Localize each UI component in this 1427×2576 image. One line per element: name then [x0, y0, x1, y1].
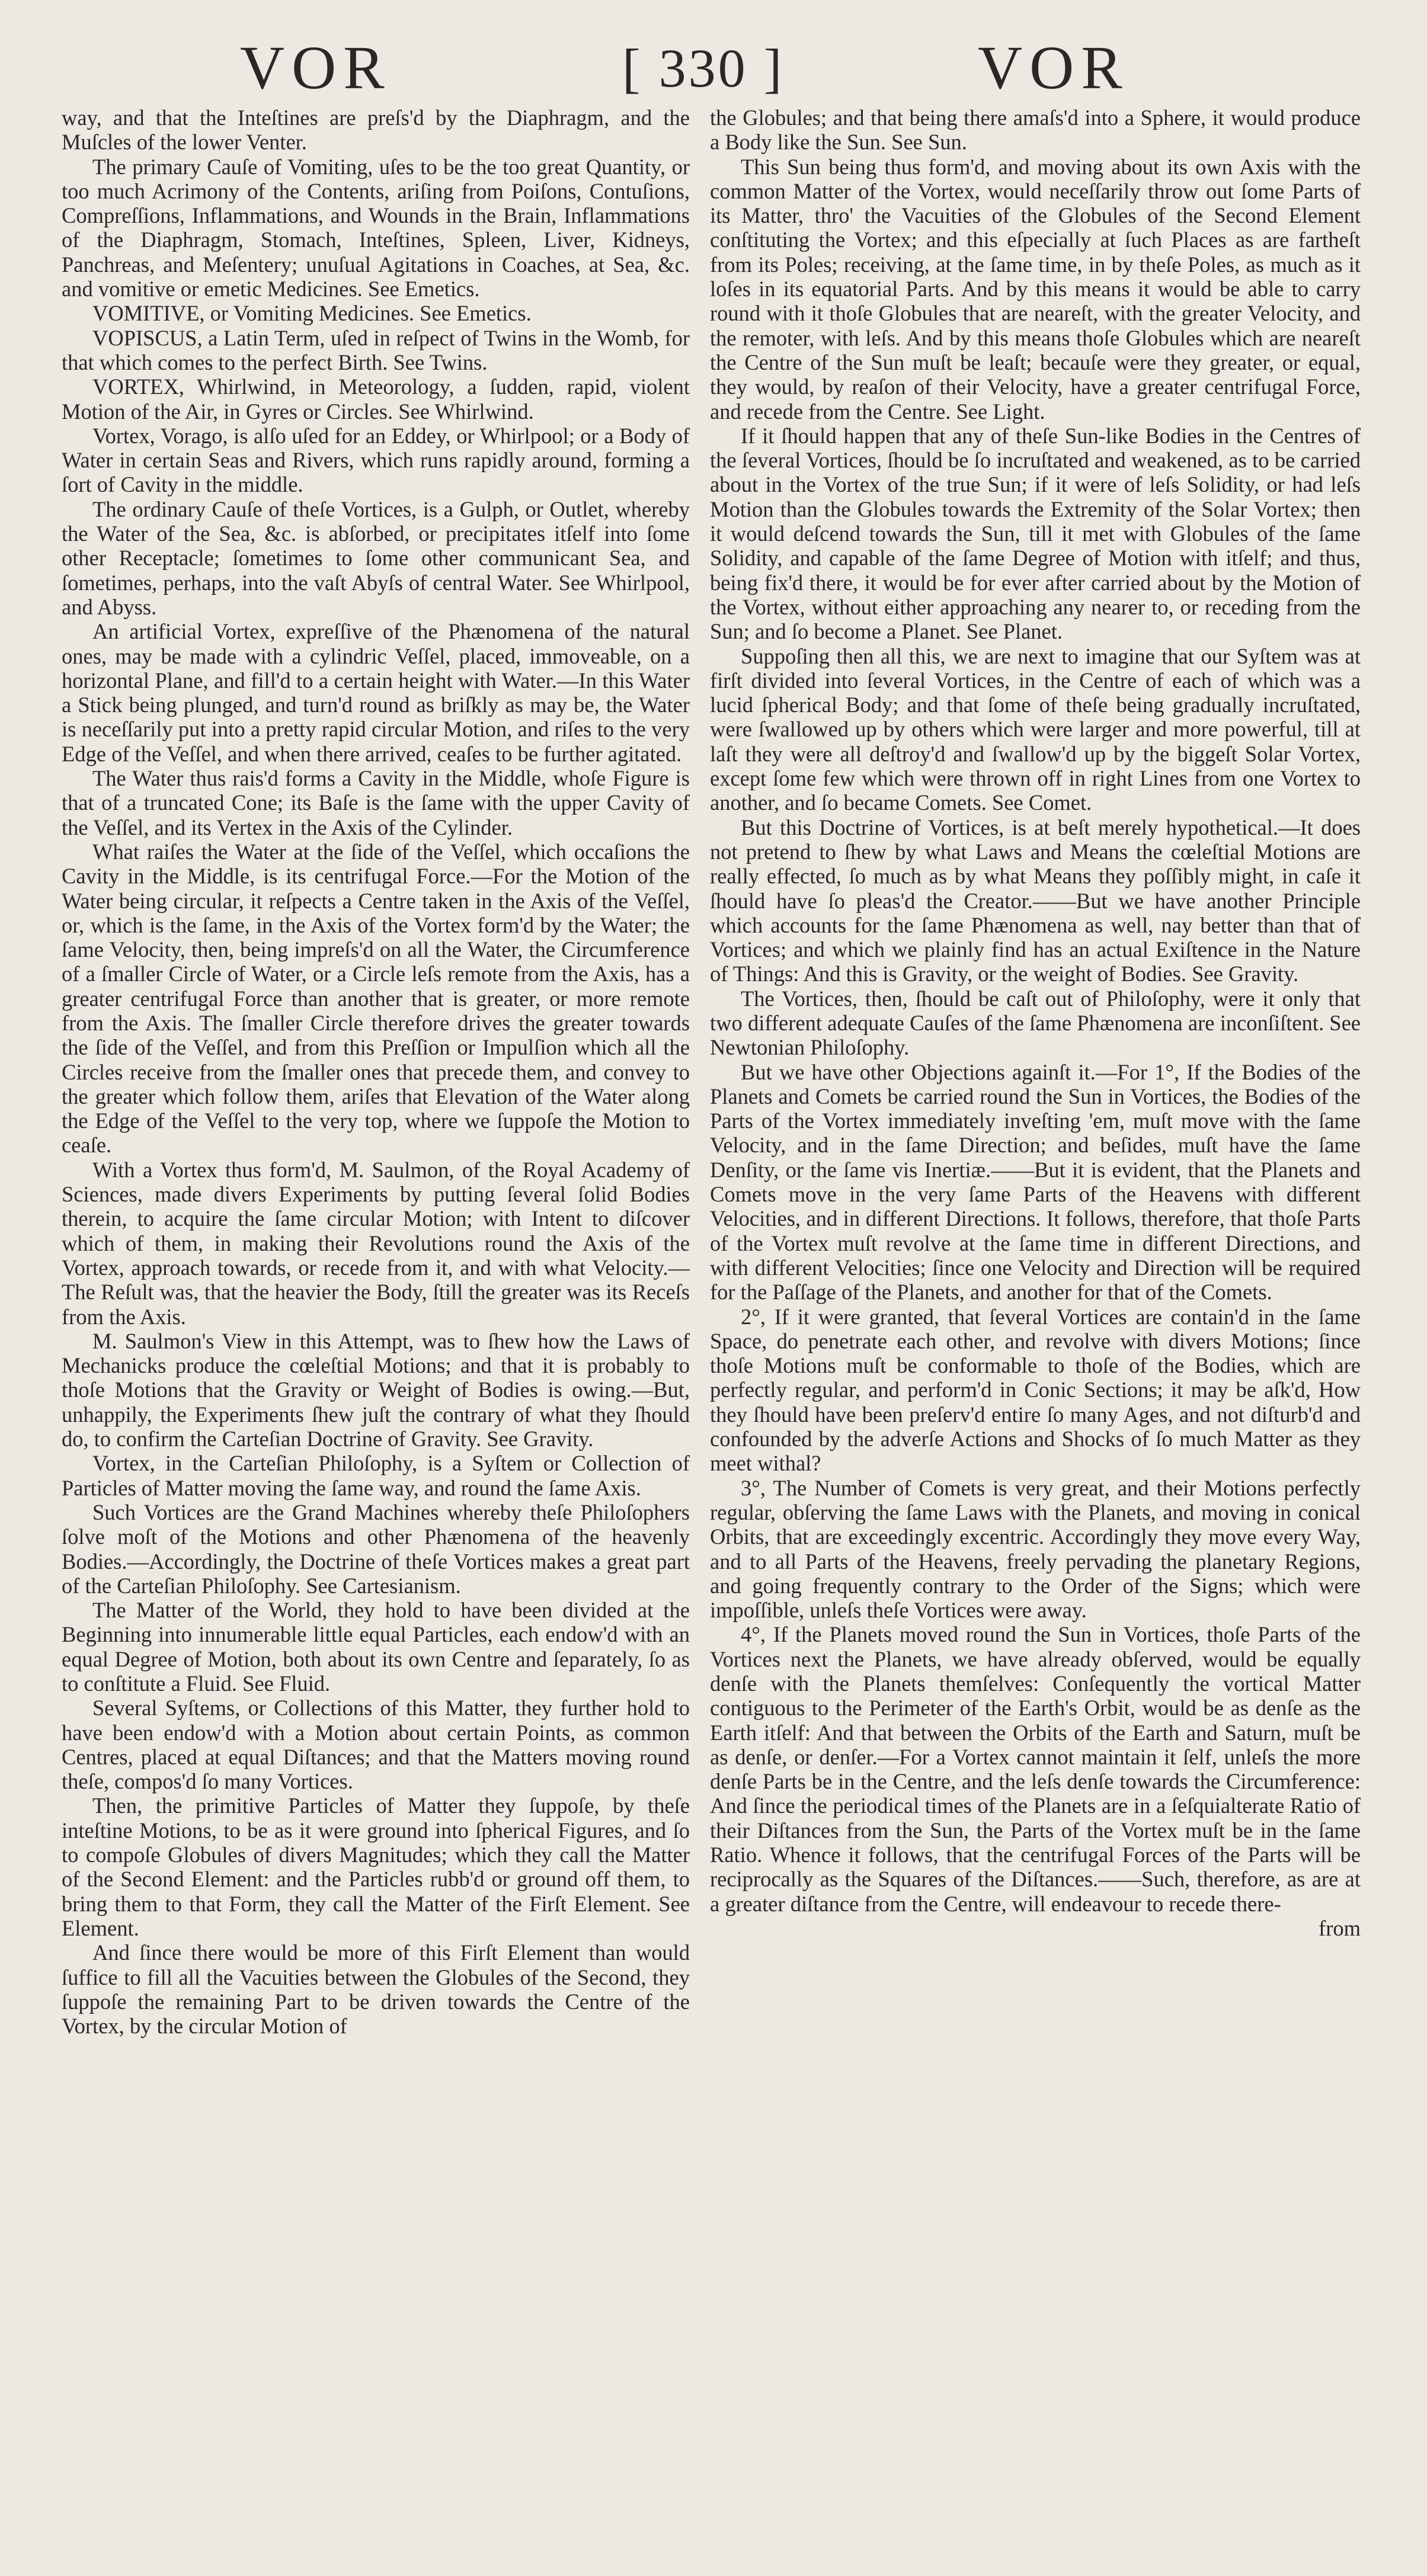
left-column	[62, 105, 690, 2564]
paragraph: M. Saulmon's View in this Attempt, was to ſhew how the Laws of Mechanicks produce the cœleſtial Motions; and that it is probably to thoſe Motions that the Gravity or Weight of Bodies is owing.—But, unhappily, the Experiments ſhew juſt the contrary of what they ſhould do, to confirm the Carteſian Doctrine of Gravity. See Gravity.	[62, 1328, 690, 1452]
paragraph: Suppoſing then all this, we are next to imagine that our Syſtem was at firſt divided into ſeveral Vortices, in the Centre of each of which was a lucid ſpherical Body; and that ſome of theſe being gradually incruſtated, were ſwallowed up by others which were larger and more powerful, till at laſt they were all deſtroy'd and ſwallow'd up by the biggeſt Solar Vortex, except ſome few which were thrown off in right Lines from one Vortex to another, and ſo became Comets. See Comet.	[710, 643, 1361, 815]
paragraph: the Globules; and that being there amaſs'd into a Sphere, it would produce a Body like the Sun. See Sun.	[710, 105, 1361, 155]
paragraph: The Vortices, then, ſhould be caſt out of Philoſophy, were it only that two different adequate Cauſes of the ſame Phænomena are inconſiſtent. See Newtonian Philoſophy.	[710, 986, 1361, 1060]
paragraph: Several Syſtems, or Collections of this Matter, they further hold to have been endow'd with a Motion about certain Points, as common Centres, placed at equal Diſtances; and that the Matters moving round theſe, compos'd ſo many Vortices.	[62, 1696, 690, 1794]
page-header	[0, 33, 1427, 104]
paragraph: The primary Cauſe of Vomiting, uſes to be the too great Quantity, or too much Acrimony of the Contents, ariſing from Poiſons, Contuſions, Compreſſions, Inflammations, and Wounds in the Brain, Inflammations of the Diaphragm, Stomach, Inteſtines, Spleen, Liver, Kidneys, Panchreas, and Meſentery; unuſual Agitations in Coaches, at Sea, &c. and vomitive or emetic Medicines. See Emetics.	[62, 154, 690, 302]
paragraph: But we have other Objections againſt it.—For 1°, If the Bodies of the Planets and Comets be carried round the Sun in Vortices, the Bodies of the Parts of the Vortex immediately inveſting 'em, muſt move with the ſame Velocity, and in the ſame Direction; and beſides, muſt have the ſame Denſity, or the ſame vis Inertiæ.——But it is evident, that the Planets and Comets move in the very ſame Parts of the Heavens with different Velocities, and in different Directions. It follows, therefore, that thoſe Parts of the Vortex muſt revolve at the ſame time in different Directions, and with different Velocities; ſince one Velocity and Direction will be required for the Paſſage of the Planets, and another for that of the Comets.	[710, 1059, 1361, 1305]
right-column	[710, 105, 1361, 2564]
paragraph: VOMITIVE, or Vomiting Medicines. See Emetics.	[92, 301, 532, 326]
paragraph: The Matter of the World, they hold to have been divided at the Beginning into innumerable little equal Particles, each endow'd with an equal Degree of Motion, both about its own Centre and ſeparately, ſo as to conſtitute a Fluid. See Fluid.	[62, 1598, 690, 1696]
paragraph: The ordinary Cauſe of theſe Vortices, is a Gulph, or Outlet, whereby the Water of the Sea, &c. is abſorbed, or precipitates itſelf into ſome other Receptacle; ſometimes to ſome other communicant Sea, and ſometimes, perhaps, into the vaſt Abyſs of central Water. See Whirlpool, and Abyss.	[62, 496, 690, 619]
paragraph: 4°, If the Planets moved round the Sun in Vortices, thoſe Parts of the Vortices next the Planets, we have already obſerved, would be equally denſe with the Planets themſelves: Conſequently the vortical Matter contiguous to the Perimeter of the Earth's Orbit, would be as denſe as the Earth itſelf: And that between the Orbits of the Earth and Saturn, muſt be as denſe, or denſer.—For a Vortex cannot maintain it ſelf, unleſs the more denſe Parts be in the Centre, and the leſs denſe towards the Circumference: And ſince the periodical times of the Planets are in a ſeſquialterate Ratio of their Diſtances from the Sun, the Parts of the Vortex muſt be in the ſame Ratio. Whence it follows, that the centrifugal Forces of the Parts will be reciprocally as the Squares of the Diſtances.——Such, therefore, as are at a greater diſtance from the Centre, will endeavour to recede there-	[710, 1622, 1361, 1916]
paragraph: VORTEX, Whirlwind, in Meteorology, a ſudden, rapid, violent Motion of the Air, in Gyres or Circles. See Whirlwind.	[62, 374, 690, 424]
paragraph: With a Vortex thus form'd, M. Saulmon, of the Royal Academy of Sciences, made divers Experiments by putting ſeveral ſolid Bodies therein, to acquire the ſame circular Motion; with Intent to diſcover which of them, in making their Revolutions round the Axis of the Vortex, approach towards, or recede from it, and with what Velocity.—The Reſult was, that the heavier the Body, ſtill the greater was its Receſs from the Axis.	[62, 1157, 690, 1329]
paragraph: Vortex, Vorago, is alſo uſed for an Eddey, or Whirlpool; or a Body of Water in certain Seas and Rivers, which runs rapidly around, forming a ſort of Cavity in the middle.	[62, 423, 690, 497]
paragraph: But this Doctrine of Vortices, is at beſt merely hypothetical.—It does not pretend to ſhew by what Laws and Means the cœleſtial Motions are really effected, ſo much as by what Means they poſſibly might, in caſe it ſhould have ſo pleas'd the Creator.——But we have another Principle which accounts for the ſame Phænomena as well, nay better than that of Vortices; and which we plainly find has an actual Exiſtence in the Nature of Things: And this is Gravity, or the weight of Bodies. See Gravity.	[710, 815, 1361, 986]
headword-left: VOR	[240, 34, 392, 102]
paragraph: An artificial Vortex, expreſſive of the Phænomena of the natural ones, may be made with a cylindric Veſſel, placed, immoveable, on a horizontal Plane, and fill'd to a certain height with Water.—In this Water a Stick being plunged, and turn'd round as briſkly as may be, the Water is neceſſarily put into a pretty rapid circular Motion, and riſes to the very Edge of the Veſſel, and when there arrived, ceaſes to be further agitated.	[62, 619, 690, 766]
paragraph: Vortex, in the Carteſian Philoſophy, is a Syſtem or Collection of Particles of Matter moving the ſame way, and round the ſame Axis.	[62, 1451, 690, 1500]
paragraph: The Water thus rais'd forms a Cavity in the Middle, whoſe Figure is that of a truncated Cone; its Baſe is the ſame with the upper Cavity of the Veſſel, and its Vertex in the Axis of the Cylinder.	[62, 766, 690, 840]
catchword: from	[1319, 1915, 1361, 1940]
paragraph: Such Vortices are the Grand Machines whereby theſe Philoſophers ſolve moſt of the Motions and other Phænomena of the heavenly Bodies.—Accordingly, the Doctrine of theſe Vortices makes a great part of the Carteſian Philoſophy. See Cartesianism.	[62, 1500, 690, 1598]
headword-right: VOR	[978, 34, 1130, 102]
paragraph: And ſince there would be more of this Firſt Element than would ſuffice to fill all the Vacuities between the Globules of the Second, they ſuppoſe the remaining Part to be driven towards the Centre of the Vortex, by the circular Motion of	[62, 1940, 690, 2039]
paragraph: If it ſhould happen that any of theſe Sun-like Bodies in the Centres of the ſeveral Vortices, ſhould be ſo incruſtated and weakened, as to be carried about in the Vortex of the true Sun; if it were of leſs Solidity, or had leſs Motion than the Globules towards the Extremity of the Solar Vortex; then it would deſcend towards the Sun, till it met with Globules of the ſame Solidity, and capable of the ſame Degree of Motion with itſelf; and thus, being fix'd there, it would be for ever after carried about by the Motion of the Vortex, without either approaching any nearer to, or receding from the Sun; and ſo become a Planet. See Planet.	[710, 423, 1361, 644]
paragraph: What raiſes the Water at the ſide of the Veſſel, which occaſions the Cavity in the Middle, is its centrifugal Force.—For the Motion of the Water being circular, it reſpects a Centre taken in the Axis of the Veſſel, or, which is the ſame, in the Axis of the Vortex form'd by the Water; the ſame Velocity, then, being impreſs'd on all the Water, the Circumference of a ſmaller Circle of Water, or a Circle leſs remote from the Axis, has a greater centrifugal Force than another that is greater, or more remote from the Axis. The ſmaller Circle therefore drives the greater towards the ſide of the Veſſel, and from this Preſſion or Impulſion which all the Circles receive from the ſmaller ones that precede them, and convey to the greater which follow them, ariſes that Elevation of the Water along the Edge of the Veſſel to the very top, where we ſuppoſe the Motion to ceaſe.	[62, 839, 690, 1158]
paragraph: This Sun being thus form'd, and moving about its own Axis with the common Matter of the Vortex, would neceſſarily throw out ſome Parts of its Matter, thro' the Vacuities of the Globules of the Second Element conſtituting the Vortex; and this eſpecially at ſuch Places as are fartheſt from its Poles; receiving, at the ſame time, in by theſe Poles, as much as it loſes in its equatorial Parts. And by this means it would be able to carry round with it thoſe Globules that are neareſt, with the greater Velocity, and the remoter, with leſs. And by this means thoſe Globules which are neareſt the Centre of the Sun muſt be leaſt; becauſe were they greater, or equal, they would, by reaſon of their Velocity, have a greater centrifugal Force, and recede from the Centre. See Light.	[710, 154, 1361, 424]
paragraph: VOPISCUS, a Latin Term, uſed in reſpect of Twins in the Womb, for that which comes to the perfect Birth. See Twins.	[62, 325, 690, 374]
paragraph: 2°, If it were granted, that ſeveral Vortices are contain'd in the ſame Space, do penetrate each other, and revolve with divers Motions; ſince thoſe Motions muſt be conformable to thoſe of the Bodies, which are perfectly regular, and perform'd in Conic Sections; it may be aſk'd, How they ſhould have been preſerv'd entire ſo many Ages, and not diſturb'd and confounded by the adverſe Actions and Shocks of ſo much Matter as they meet withal?	[710, 1304, 1361, 1476]
paragraph: way, and that the Inteſtines are preſs'd by the Diaphragm, and the Muſcles of the lower Venter.	[62, 105, 690, 155]
page-number: [ 330 ]	[622, 38, 785, 98]
paragraph: Then, the primitive Particles of Matter they ſuppoſe, by theſe inteſtine Motions, to be as it were ground into ſpherical Figures, and ſo to compoſe Globules of divers Magnitudes; which they call the Matter of the Second Element: and the Particles rubb'd or ground off them, to bring them to that Form, they call the Matter of the Firſt Element. See Element.	[62, 1793, 690, 1940]
paragraph: 3°, The Number of Comets is very great, and their Motions perfectly regular, obſerving the ſame Laws with the Planets, and moving in conical Orbits, that are exceedingly excentric. Accordingly they move every Way, and to all Parts of the Heavens, freely pervading the planetary Regions, and going frequently contrary to the Order of the Signs; which were impoſſible, unleſs theſe Vortices were away.	[710, 1475, 1361, 1623]
